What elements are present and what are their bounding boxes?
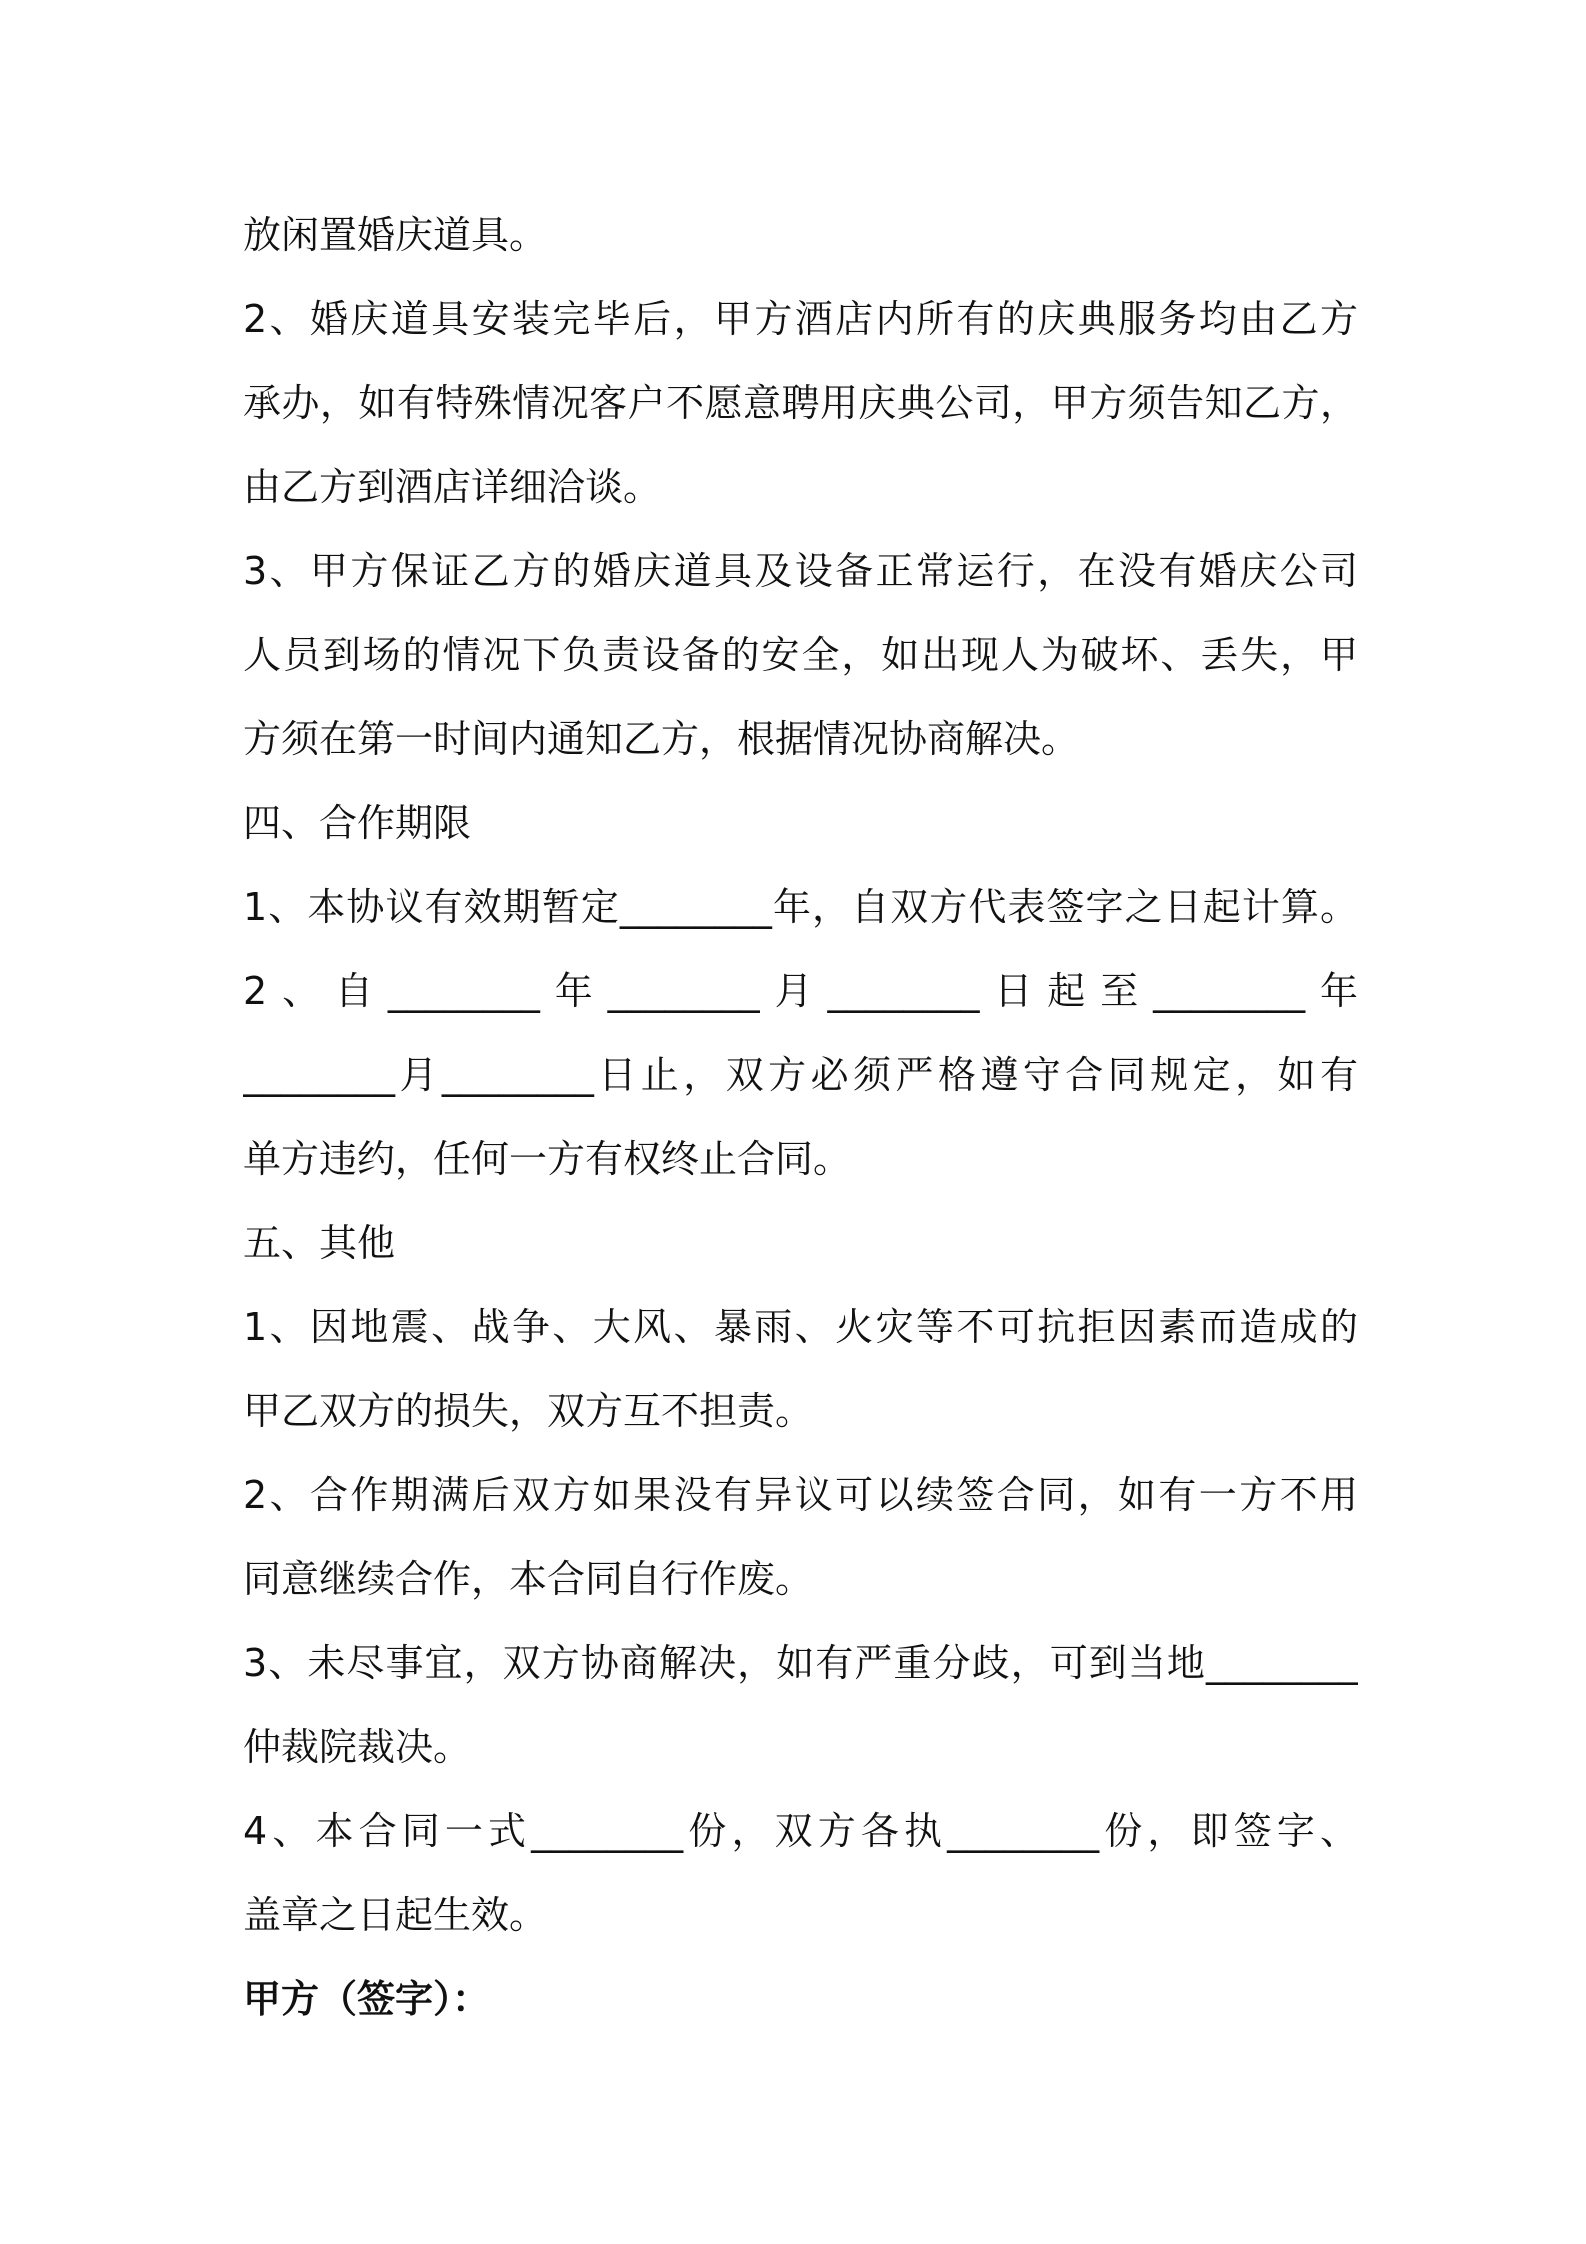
document-line: 四、合作期限: [243, 801, 472, 845]
document-line: 甲乙双方的损失，双方互不担责。: [243, 1389, 814, 1433]
document-line: 3、未尽事宜，双方协商解决，如有严重分歧，可到当地________: [243, 1641, 1358, 1685]
document-line: 3、甲方保证乙方的婚庆道具及设备正常运行，在没有婚庆公司: [243, 549, 1358, 593]
document-line: 2、婚庆道具安装完毕后，甲方酒店内所有的庆典服务均由乙方: [243, 297, 1358, 341]
document-line: 放闲置婚庆道具。: [243, 213, 548, 257]
document-line: 人员到场的情况下负责设备的安全，如出现人为破坏、丢失，甲: [243, 633, 1358, 677]
document-line: 4、本合同一式________份，双方各执________份，即签字、: [243, 1809, 1358, 1853]
document-line: 单方违约，任何一方有权终止合同。: [243, 1137, 852, 1181]
document-line: 2、合作期满后双方如果没有异议可以续签合同，如有一方不用: [243, 1473, 1358, 1517]
document-line: ________月________日止，双方必须严格遵守合同规定，如有: [243, 1053, 1358, 1097]
document-line: 2、自________年________月________日起至________年: [243, 969, 1358, 1013]
document-line: 承办，如有特殊情况客户不愿意聘用庆典公司，甲方须告知乙方，: [243, 381, 1358, 425]
document-line: 同意继续合作，本合同自行作废。: [243, 1557, 814, 1601]
document-line: 1、因地震、战争、大风、暴雨、火灾等不可抗拒因素而造成的: [243, 1305, 1358, 1349]
document-body: [243, 193, 1358, 2041]
document-line: 方须在第一时间内通知乙方，根据情况协商解决。: [243, 717, 1080, 761]
document-line: 仲裁院裁决。: [243, 1725, 472, 1769]
document-line: 五、其他: [243, 1221, 396, 1265]
document-line: 盖章之日起生效。: [243, 1893, 548, 1937]
document-line: 1、本协议有效期暂定________年，自双方代表签字之日起计算。: [243, 885, 1358, 929]
document-line: 甲方（签字）：: [243, 1977, 491, 2021]
document-line: 由乙方到酒店详细洽谈。: [243, 465, 662, 509]
